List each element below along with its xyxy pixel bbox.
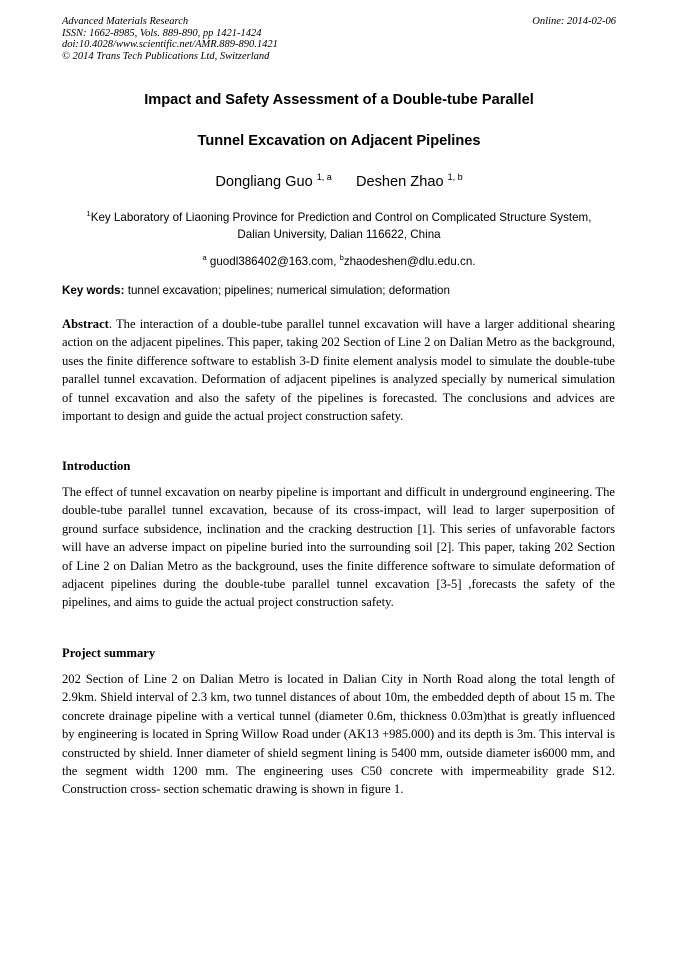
email-b: zhaodeshen@dlu.edu.cn. (343, 255, 476, 268)
author-superscript: 1, b (447, 172, 463, 182)
author-name: Deshen Zhao (355, 174, 444, 190)
affiliation-text: Key Laboratory of Liaoning Province for Prediction and Control on Complicated Structure System, (90, 211, 592, 224)
abstract-label: Abstract (62, 317, 109, 331)
email-superscript-a: a (202, 253, 207, 262)
affiliation-superscript: 1 (86, 209, 91, 218)
online-date: Online: 2014-02-06 (532, 16, 616, 27)
abstract-text: . The interaction of a double-tube parallel tunnel excavation will have a larger additional shearing action on the adjacent pipelines. This paper, taking 202 Section of Line 2 on Dalian Metro as the background, uses the finite difference software to establish 3-D finite element analysis model to simulate the double-tube parallel tunnel excavation. Deformation of adjacent pipelines is analyzed specially by numerical simulation of tunnel excavation and also the safety of the pipelines is forecasted. The conclusions and advices are important to design and guide the actual project construction safety. (62, 317, 615, 424)
project-summary-heading: Project summary (62, 646, 156, 660)
doi-line: doi:10.4028/www.scientific.net/AMR.889-890.1421 (62, 39, 278, 50)
author-name: Dongliang Guo (215, 174, 313, 190)
title-line-2: Tunnel Excavation on Adjacent Pipelines (197, 133, 481, 149)
keywords (62, 284, 616, 297)
journal-header (62, 16, 616, 62)
copyright-line: © 2014 Trans Tech Publications Ltd, Switzerland (62, 50, 270, 62)
journal-name: Advanced Materials Research (62, 16, 189, 27)
abstract (62, 315, 615, 425)
introduction-paragraph: The effect of tunnel excavation on nearby pipeline is important and difficult in underground engineering. The double-tube parallel tunnel excavation, because of its cross-impact, will lead to larger superposition of ground surface subsidence, inclination and the cracking destruction [1]. This series of unfavorable factors will have an adverse impact on pipeline buried into the surrounding soil [2]. This paper, taking 202 Section of Line 2 on Dalian Metro as the background, uses the finite difference software to simulate deformation of adjacent pipelines during the double-tube parallel tunnel excavation [3-5] ,forecasts the safety of the pipelines, and aims to guide the actual project construction safety. (62, 485, 615, 610)
issn-line: ISSN: 1662-8985, Vols. 889-890, pp 1421-1424 (62, 27, 262, 39)
keywords-label: Key words: (62, 284, 125, 297)
introduction-heading: Introduction (62, 459, 131, 473)
keywords-text: tunnel excavation; pipelines; numerical simulation; deformation (124, 284, 450, 297)
affiliation-line-1 (62, 209, 616, 224)
project-summary-paragraph: 202 Section of Line 2 on Dalian Metro is located in Dalian City in North Road along the total length of 2.9km. Shield interval of 2.3 km, two tunnel distances of about 10m, the embedded depth of about 15 m. The concrete drainage pipeline with a vertical tunnel (diameter 0.6m, thickness 0.03m)that is greatly influenced by engineering is located in Spring Willow Road under (AK13 +985.000) and its depth is 3m. This interval is constructed by shield. Inner diameter of shield segment lining is 5400 mm, outside diameter is6000 mm, and the segment width 1200 mm. The engineering uses C50 concrete with impermeability grade S12. Construction cross- section schematic drawing is shown in figure 1. (62, 672, 615, 797)
email-a: guodl386402@163.com, (209, 255, 340, 268)
authors-line (62, 172, 616, 190)
title-line-1: Impact and Safety Assessment of a Double-tube Parallel (144, 92, 534, 108)
email-line (62, 253, 616, 268)
email-superscript-b: b (339, 253, 344, 262)
affiliation-line-2: Dalian University, Dalian 116622, China (237, 228, 441, 241)
author-superscript: 1, a (316, 172, 332, 182)
